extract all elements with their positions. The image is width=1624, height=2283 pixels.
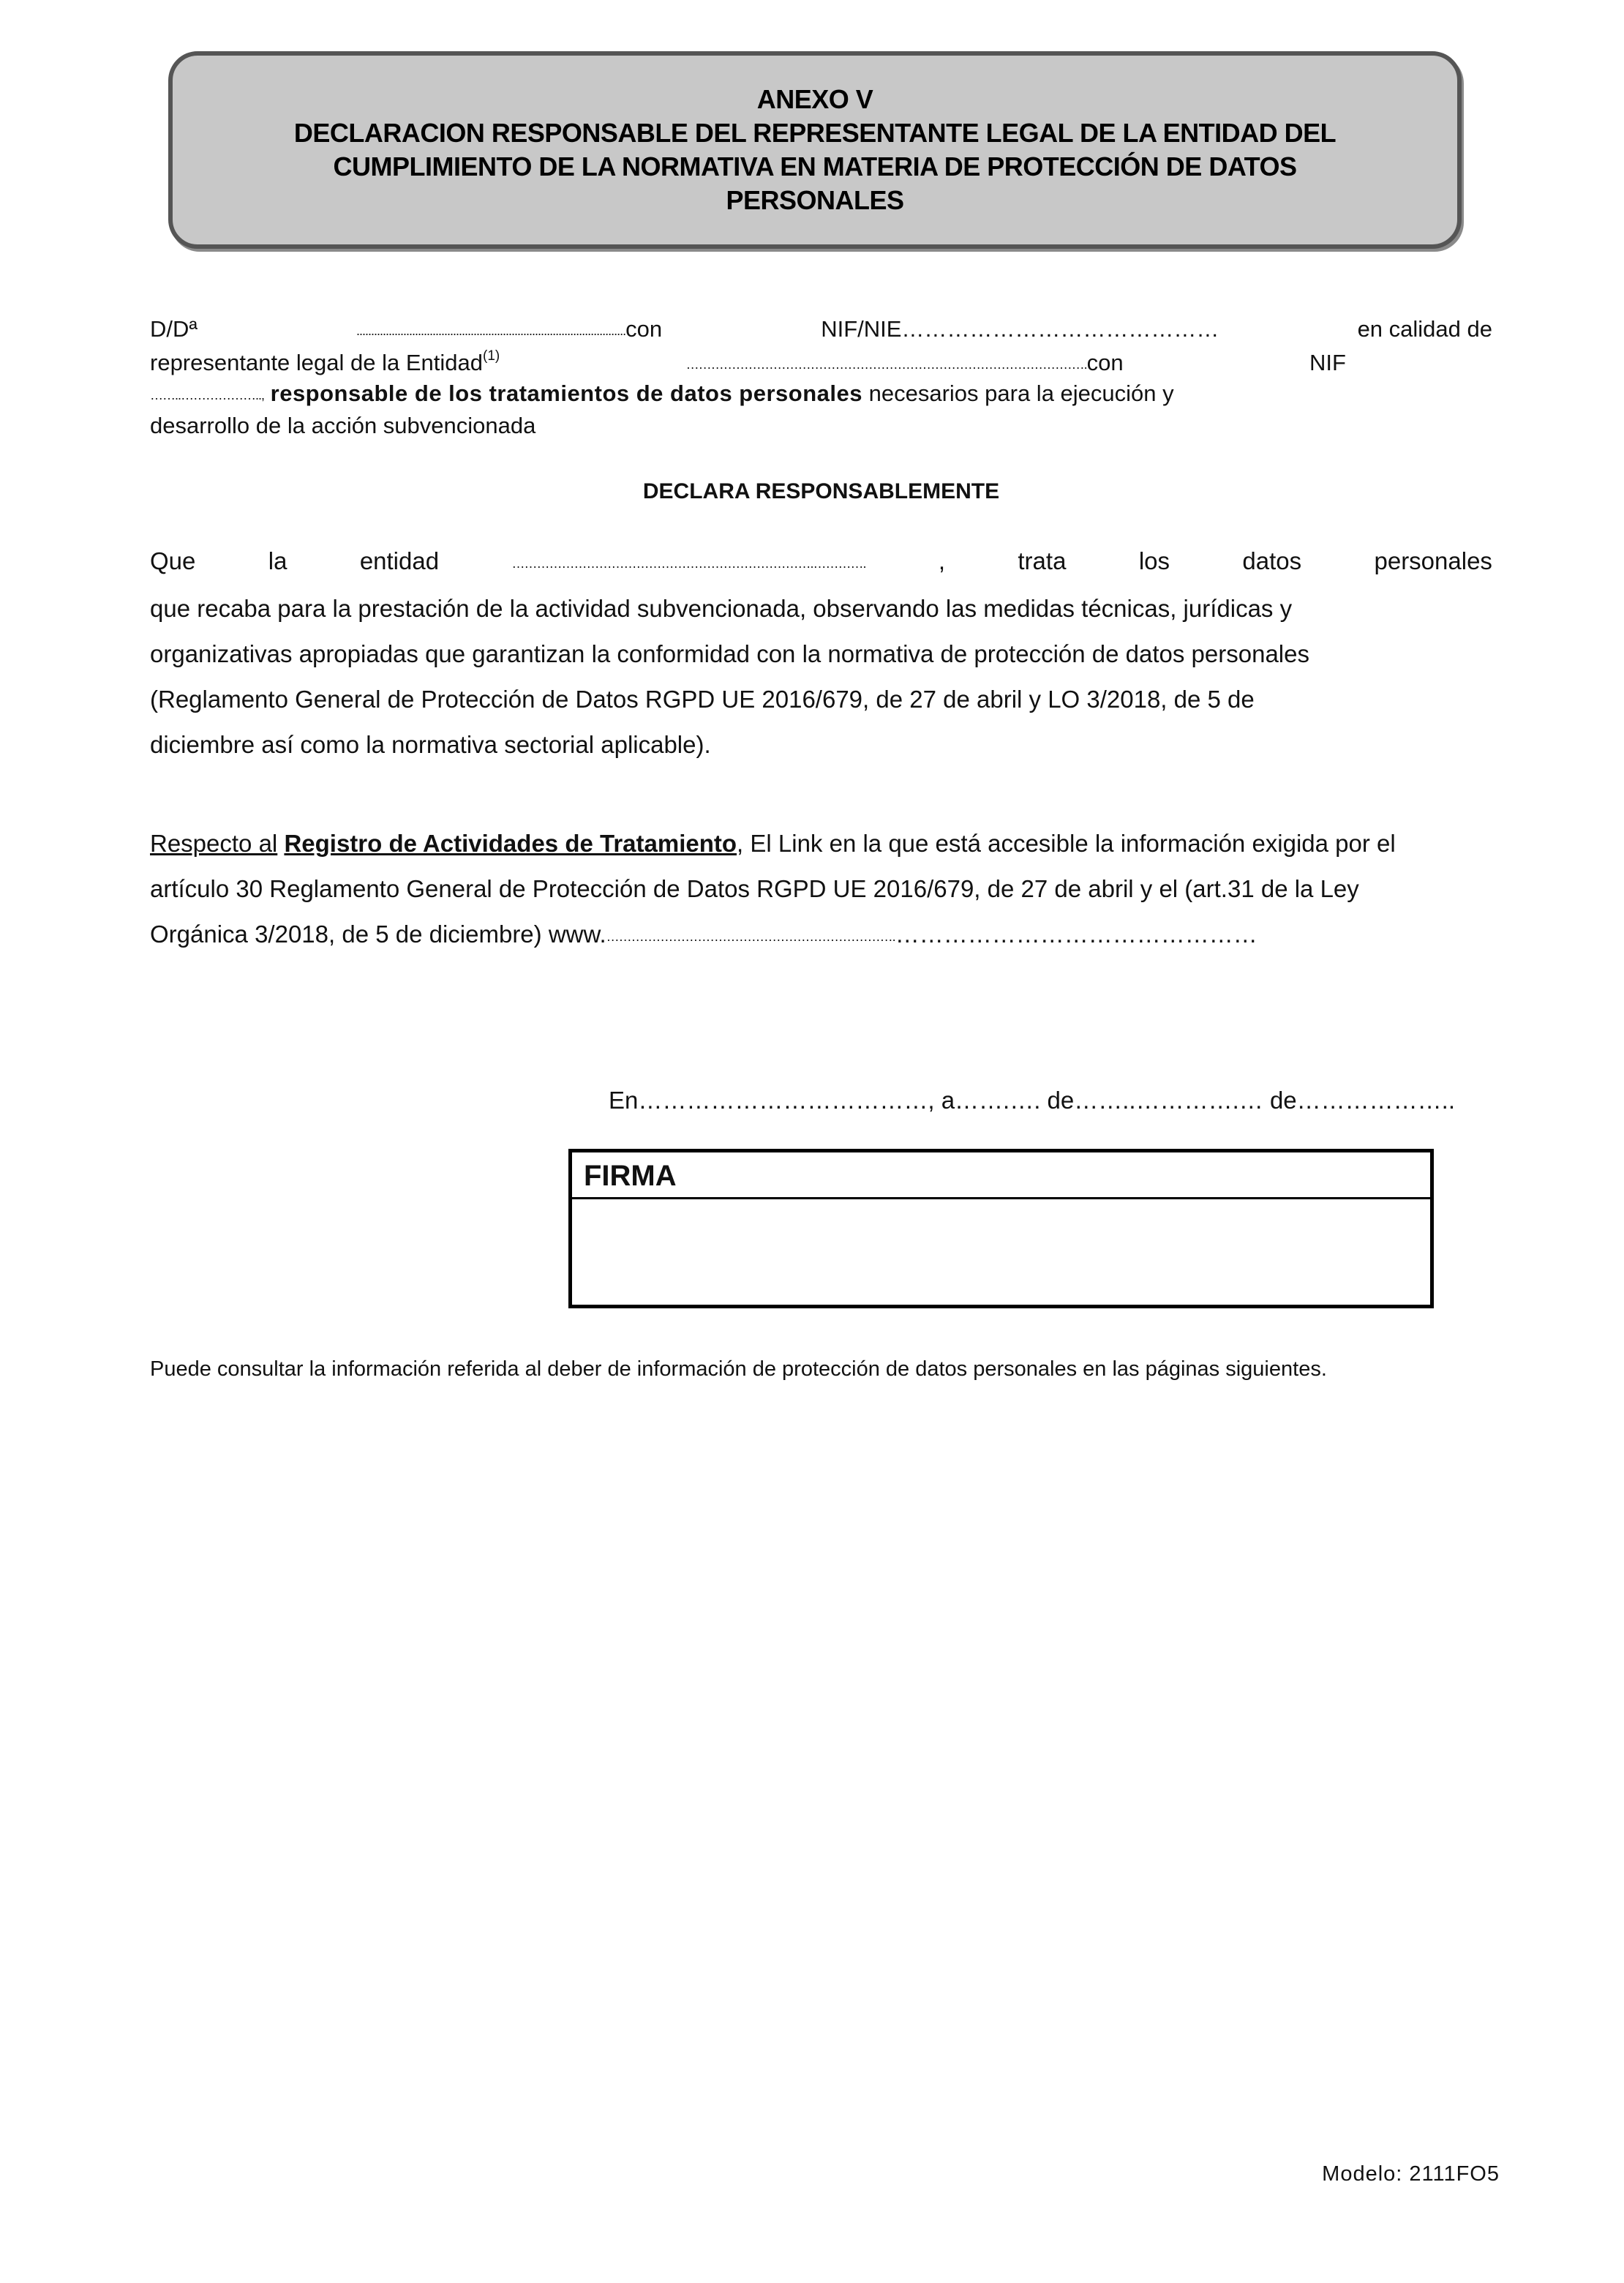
- intro-row-2: [150, 348, 1492, 376]
- registry-link-field[interactable]: …………………………………………………………….………………………………………: [606, 921, 1258, 948]
- annex-title-line-3: PERSONALES: [726, 185, 904, 215]
- declaration-line-2: que recaba para la prestación de la actividad subvencionada, observando las medidas técnicas, jurídicas y: [150, 595, 1293, 622]
- necesarios-text: necesarios para la ejecución y: [868, 380, 1174, 406]
- declaration-line-3: organizativas apropiadas que garantizan la conformidad con la normativa de protección de datos personales: [150, 640, 1309, 667]
- dd-label: D/Dª: [150, 316, 198, 342]
- footnote-text: Puede consultar la información referida al deber de información de protección de datos personales en las páginas siguientes.: [150, 1357, 1327, 1381]
- registry-line-1: Respecto al Registro de Actividades de Tratamiento, El Link en la que está accesible la información exigida por el: [150, 830, 1396, 857]
- entity-name-field[interactable]: ……………………………………………………………….………….: [511, 556, 866, 571]
- nif-label: NIF: [1309, 350, 1346, 375]
- en-calidad-text: en calidad de: [1357, 316, 1492, 342]
- annex-number: ANEXO V: [756, 84, 873, 114]
- entity-field[interactable]: …………………………………………………………………………………….con: [685, 350, 1124, 375]
- entity-nif-field[interactable]: ……..………………..,: [150, 388, 265, 402]
- intro-row-3: [150, 379, 1174, 410]
- registry-paragraph: [150, 821, 1492, 959]
- declaration-line-5: diciembre así como la normativa sectorial aplicable).: [150, 731, 711, 758]
- representante-text: representante legal de la Entidad$^{(1)}$: [150, 348, 500, 375]
- signature-box[interactable]: [568, 1149, 1434, 1308]
- nif-nie-field[interactable]: NIF/NIE……………………………………: [821, 316, 1219, 342]
- name-field[interactable]: ............................................................................................con: [356, 316, 663, 342]
- intro-row-4: desarrollo de la acción subvencionada: [150, 413, 536, 438]
- signature-label: FIRMA: [572, 1152, 1430, 1199]
- place-date-field[interactable]: En………………………………, a…….…. de……..………….… de………………..: [609, 1087, 1455, 1114]
- registry-line-2: artículo 30 Reglamento General de Protección de Datos RGPD UE 2016/679, de 27 de abril y el (art.31 de la Ley: [150, 875, 1359, 902]
- declaration-line-1: Que la entidad ……………………………………………………………….…………. , trata los datos personales: [150, 539, 1492, 586]
- annex-title-box: [168, 51, 1462, 249]
- intro-row-1: [150, 316, 1492, 342]
- declaration-line-4: (Reglamento General de Protección de Datos RGPD UE 2016/679, de 27 de abril y LO 3/2018, de 5 de: [150, 686, 1255, 713]
- responsable-text: responsable de los tratamientos de datos personales: [270, 380, 862, 406]
- declaration-paragraph: [150, 539, 1492, 768]
- registry-line-3: Orgánica 3/2018, de 5 de diciembre) www.…………………………………………………………….………………………………………: [150, 921, 1258, 948]
- annex-title-line-2: CUMPLIMIENTO DE LA NORMATIVA EN MATERIA DE PROTECCIÓN DE DATOS: [333, 151, 1297, 181]
- declara-heading: DECLARA RESPONSABLEMENTE: [642, 479, 1000, 503]
- model-code: Modelo: 2111FO5: [1322, 2162, 1500, 2186]
- annex-title-line-1: DECLARACION RESPONSABLE DEL REPRESENTANTE LEGAL DE LA ENTIDAD DEL: [293, 118, 1337, 148]
